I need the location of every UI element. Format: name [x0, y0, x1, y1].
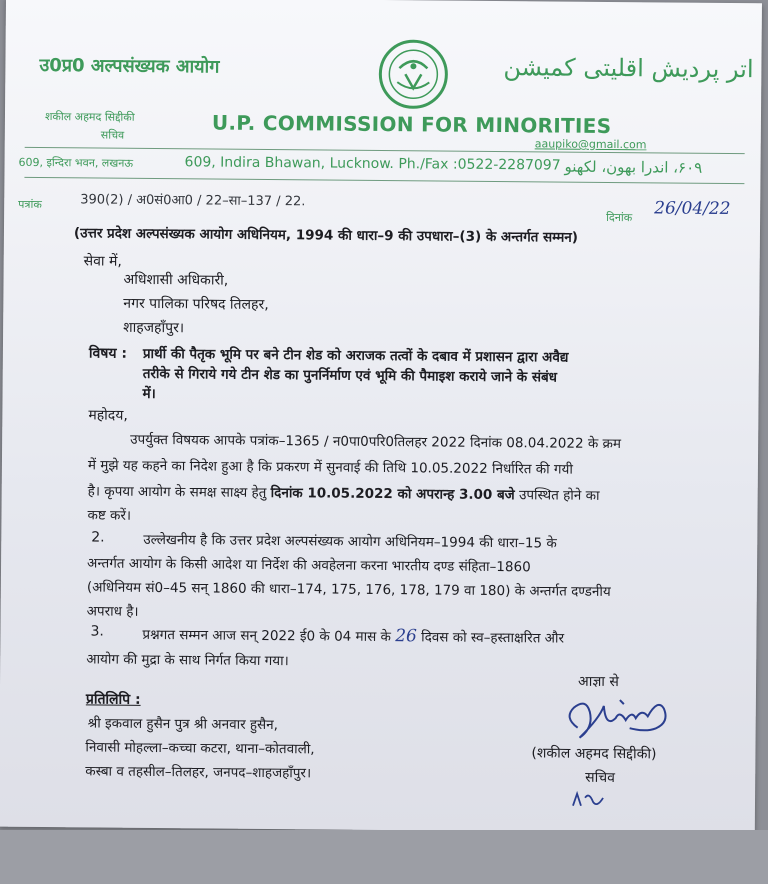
subject-line: तरीके से गिराये गये टीन शेड का पुनर्निर्माण एवं भूमि की पैमाइश कराये जाने के संबंध	[142, 365, 558, 386]
address-hindi: 609, इन्दिरा भवन, लखनऊ	[18, 155, 134, 170]
recipient-line: शाहजहाँपुर।	[123, 319, 185, 337]
letterhead-bottom-rule	[24, 177, 744, 184]
copy-line: श्री इकवाल हुसैन पुत्र श्री अनवार हुसैन,	[87, 715, 279, 734]
table-surface	[0, 830, 768, 884]
para2-line: उल्लेखनीय है कि उत्तर प्रदेश अल्पसंख्यक आयोग अधिनियम–1994 की धारा–15 के	[143, 531, 557, 552]
subject-label: विषय :	[88, 345, 128, 362]
para3-text: प्रश्नगत सम्मन आज सन् 2022 ई0 के 04 मास के	[142, 626, 392, 646]
signatory-name: (शकील अहमद सिद्दीकी)	[531, 745, 657, 763]
reference-number: 390(2) / अ0सं0आ0 / 22–सा–137 / 22.	[80, 192, 306, 210]
email: aaupiko@gmail.com	[534, 137, 647, 152]
para1-text: है। कृपया आयोग के समक्ष साक्ष्य हेतु	[87, 483, 267, 501]
para1-line: कष्ट करें।	[87, 507, 132, 524]
handwritten-day: 26	[395, 626, 417, 647]
copy-label: प्रतिलिपि :	[85, 691, 141, 708]
para2-line: अन्तर्गत आयोग के किसी आदेश या निर्देश की अवहेलना करना भारतीय दण्ड संहिता–1860	[87, 555, 531, 576]
salutation-to: सेवा में,	[83, 253, 122, 270]
para3-number: 3.	[90, 623, 104, 640]
para1-line	[88, 481, 600, 503]
date-value: 26/04/22	[654, 198, 731, 220]
org-name-english: U.P. COMMISSION FOR MINORITIES	[211, 110, 612, 138]
para1-text: उपस्थित होने का	[518, 487, 600, 504]
para2-number: 2.	[91, 529, 105, 546]
hearing-datetime: दिनांक 10.05.2022 को अपरान्ह 3.00 बजे	[270, 485, 515, 504]
summons-header-line: (उत्तर प्रदेश अल्पसंख्यक आयोग अधिनियम, 1994 की धारा–9 की उपधारा–(3) के अन्तर्गत सम्मन)	[73, 225, 579, 246]
up-state-emblem-icon	[377, 38, 450, 111]
greeting: महोदय,	[88, 407, 128, 424]
address-english: 609, Indira Bhawan, Lucknow. Ph./Fax :0522-2287097	[184, 154, 561, 174]
org-name-hindi: उ0प्र0 अल्पसंख्यक आयोग	[39, 54, 220, 78]
copy-line: कस्बा व तहसील–तिलहर, जनपद–शाहजहाँपुर।	[85, 763, 312, 782]
para2-line: (अधिनियम सं0–45 सन् 1860 की धारा–174, 175, 176, 178, 179 वा 180) के अन्तर्गत दण्डनीय	[86, 579, 611, 601]
secretary-name-hindi: शकील अहमद सिद्दीकी	[44, 110, 135, 124]
handwritten-signature-icon	[559, 688, 690, 749]
recipient-line: अधिशासी अधिकारी,	[123, 271, 229, 289]
subject-line: प्रार्थी की पैतृक भूमि पर बने टीन शेड को अराजक तत्वों के दबाव में प्रशासन द्वारा अवैद्य	[142, 345, 569, 366]
secretary-title-hindi: सचिव	[100, 128, 125, 142]
para3-text: दिवस को स्व–हस्ताक्षरित और	[421, 629, 565, 647]
initials-mark-icon	[569, 788, 609, 812]
reference-label: पत्रांक	[18, 197, 42, 212]
para1-line: में मुझे यह कहने का निदेश हुआ है कि प्रकरण में सुनवाई की तिथि 10.05.2022 निर्धारित की गयी	[87, 457, 573, 478]
signatory-title: सचिव	[585, 769, 616, 787]
para2-line: अपराध है।	[86, 603, 139, 620]
recipient-line: नगर पालिका परिषद तिलहर,	[123, 295, 269, 314]
address-urdu: ۶۰۹، اندرا بھون، لکھنو	[564, 157, 703, 177]
subject-line: में।	[142, 385, 156, 403]
org-name-urdu: اتر پردیش اقلیتی کمیشن	[503, 53, 754, 84]
copy-line: निवासी मोहल्ला–कच्चा कटरा, थाना–कोतवाली,	[85, 739, 315, 758]
para3-line: आयोग की मुद्रा के साथ निर्गत किया गया।	[86, 651, 289, 670]
para3-line	[142, 624, 564, 648]
order-text: आज्ञा से	[577, 673, 619, 691]
date-label: दिनांक	[606, 210, 633, 225]
para1-line: उपर्युक्त विषयक आपके पत्रांक–1365 / न0पा0परि0तिलहर 2022 दिनांक 08.04.2022 के क्रम	[130, 431, 622, 453]
